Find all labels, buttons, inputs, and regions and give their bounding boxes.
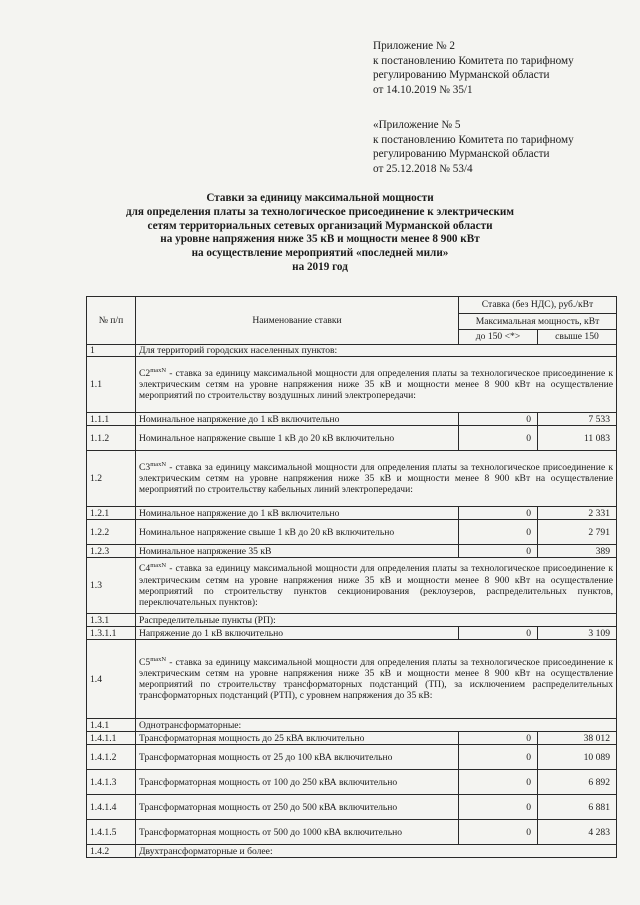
rate-symbol: C3 [139,461,151,473]
row-number: 1.1.1 [87,413,136,426]
row-text: Номинальное напряжение до 1 кВ включительно [136,413,459,426]
header-max-power: Максимальная мощность, кВт [459,314,617,330]
value-low: 0 [459,745,538,770]
rate-symbol-sup: maxN [150,562,167,570]
row-number: 1.4.2 [87,845,136,858]
row-number: 1.2.1 [87,507,136,520]
row-text: Для территорий городских населенных пунктов: [136,345,617,357]
row-number: 1.2.2 [87,520,136,545]
header-col-low: до 150 <*> [459,330,538,345]
row-text: Трансформаторная мощность до 25 кВА включительно [136,732,459,745]
title-line: на 2019 год [292,260,348,273]
value-high: 4 283 [538,820,617,845]
appendix-header-2 [373,118,633,176]
rate-description: - ставка за единицу максимальной мощности для определения платы за технологическое присоединение к электрическим сетям на уровне напряжения ниже 35 кВ и мощности менее 8 900 кВт на осуществление мероприятий по строительству пунктов секционирования (реклоузеров, распределительных пунктов, переключательных пунктов): [139,563,613,608]
value-low: 0 [459,507,538,520]
title-line: на осуществление мероприятий «последней мили» [191,247,449,260]
row-text: Трансформаторная мощность от 25 до 100 кВА включительно [136,745,459,770]
row-text: Напряжение до 1 кВ включительно [136,627,459,640]
value-high: 389 [538,545,617,558]
row-number: 1 [87,345,136,357]
row-text: Однотрансформаторные: [136,719,617,732]
header-rate: Ставка (без НДС), руб./кВт [459,297,617,314]
appendix-line: Приложение № 2 [373,40,455,52]
rate-symbol: C5 [139,656,151,668]
title-line: Ставки за единицу максимальной мощности [206,192,434,204]
rate-description: - ставка за единицу максимальной мощности для определения платы за технологическое присоединение к электрическим сетям на уровне напряжения ниже 35 кВ и мощности менее 8 900 кВт на осуществление мероприятий по строительству кабельных линий электропередачи: [139,461,613,496]
title-line: для определения платы за технологическое присоединение к электрическим [126,205,514,218]
value-low: 0 [459,627,538,640]
rate-symbol: C4 [139,563,151,575]
value-high: 3 109 [538,627,617,640]
appendix-line: к постановлению Комитета по тарифному [373,133,574,146]
title-line: на уровне напряжения ниже 35 кВ и мощности менее 8 900 кВт [160,233,480,246]
appendix-line: «Приложение № 5 [373,119,461,131]
rate-symbol-sup: maxN [150,366,167,374]
rate-symbol: C2 [139,367,151,379]
row-number: 1.4.1.5 [87,820,136,845]
row-number: 1.2.3 [87,545,136,558]
value-high: 2 331 [538,507,617,520]
document-title [100,192,540,275]
appendix-header-1 [373,39,633,97]
row-text: Распределительные пункты (РП): [136,614,617,627]
row-text: Номинальное напряжение свыше 1 кВ до 20 кВ включительно [136,520,459,545]
title-line: сетям территориальных сетевых организаций Мурманской области [147,219,493,232]
row-text: Трансформаторная мощность от 500 до 1000 кВА включительно [136,820,459,845]
value-low: 0 [459,732,538,745]
row-number: 1.4.1.2 [87,745,136,770]
row-number: 1.4.1.1 [87,732,136,745]
row-text [136,451,617,507]
value-high: 6 892 [538,770,617,795]
rate-description: - ставка за единицу максимальной мощности для определения платы за технологическое присоединение к электрическим сетям на уровне напряжения ниже 35 кВ и мощности менее 8 900 кВт на осуществление мероприятий по строительству трансформаторных подстанций (ТП), за исключением распределительных трансформаторных подстанций (РТП), с уровнем напряжения до 35 кВ: [139,656,613,702]
header-col-high: свыше 150 [538,330,617,345]
row-text [136,357,617,413]
header-rate-name: Наименование ставки [136,297,459,345]
value-high: 6 881 [538,795,617,820]
value-low: 0 [459,520,538,545]
appendix-line: регулированию Мурманской области [373,69,550,82]
row-text: Номинальное напряжение до 1 кВ включительно [136,507,459,520]
row-number: 1.4.1 [87,719,136,732]
appendix-line: от 14.10.2019 № 35/1 [373,83,473,96]
row-number: 1.3.1 [87,614,136,627]
row-number: 1.2 [87,451,136,507]
row-text [136,558,617,614]
row-text: Трансформаторная мощность от 250 до 500 кВА включительно [136,795,459,820]
row-text: Трансформаторная мощность от 100 до 250 кВА включительно [136,770,459,795]
value-high: 10 089 [538,745,617,770]
value-high: 38 012 [538,732,617,745]
rate-symbol-sup: maxN [150,655,167,663]
rates-table [86,296,617,858]
value-high: 7 533 [538,413,617,426]
appendix-line: к постановлению Комитета по тарифному [373,54,574,67]
row-number: 1.4 [87,640,136,719]
appendix-line: регулированию Мурманской области [373,148,550,161]
row-text: Номинальное напряжение 35 кВ [136,545,459,558]
value-high: 2 791 [538,520,617,545]
rate-symbol-sup: maxN [150,460,167,468]
row-number: 1.3 [87,558,136,614]
value-low: 0 [459,413,538,426]
row-text [136,640,617,719]
value-low: 0 [459,770,538,795]
row-text: Двухтрансформаторные и более: [136,845,617,858]
rate-description: - ставка за единицу максимальной мощности для определения платы за технологическое присоединение к электрическим сетям на уровне напряжения ниже 35 кВ и мощности менее 8 900 кВт на осуществление мероприятий по строительству воздушных линий электропередачи: [139,367,613,402]
row-number: 1.4.1.4 [87,795,136,820]
value-low: 0 [459,426,538,451]
row-number: 1.1.2 [87,426,136,451]
value-low: 0 [459,820,538,845]
appendix-line: от 25.12.2018 № 53/4 [373,162,473,175]
row-number: 1.1 [87,357,136,413]
row-number: 1.3.1.1 [87,627,136,640]
value-low: 0 [459,545,538,558]
row-text: Номинальное напряжение свыше 1 кВ до 20 кВ включительно [136,426,459,451]
value-low: 0 [459,795,538,820]
row-number: 1.4.1.3 [87,770,136,795]
header-number: № п/п [87,297,136,345]
value-high: 11 083 [538,426,617,451]
